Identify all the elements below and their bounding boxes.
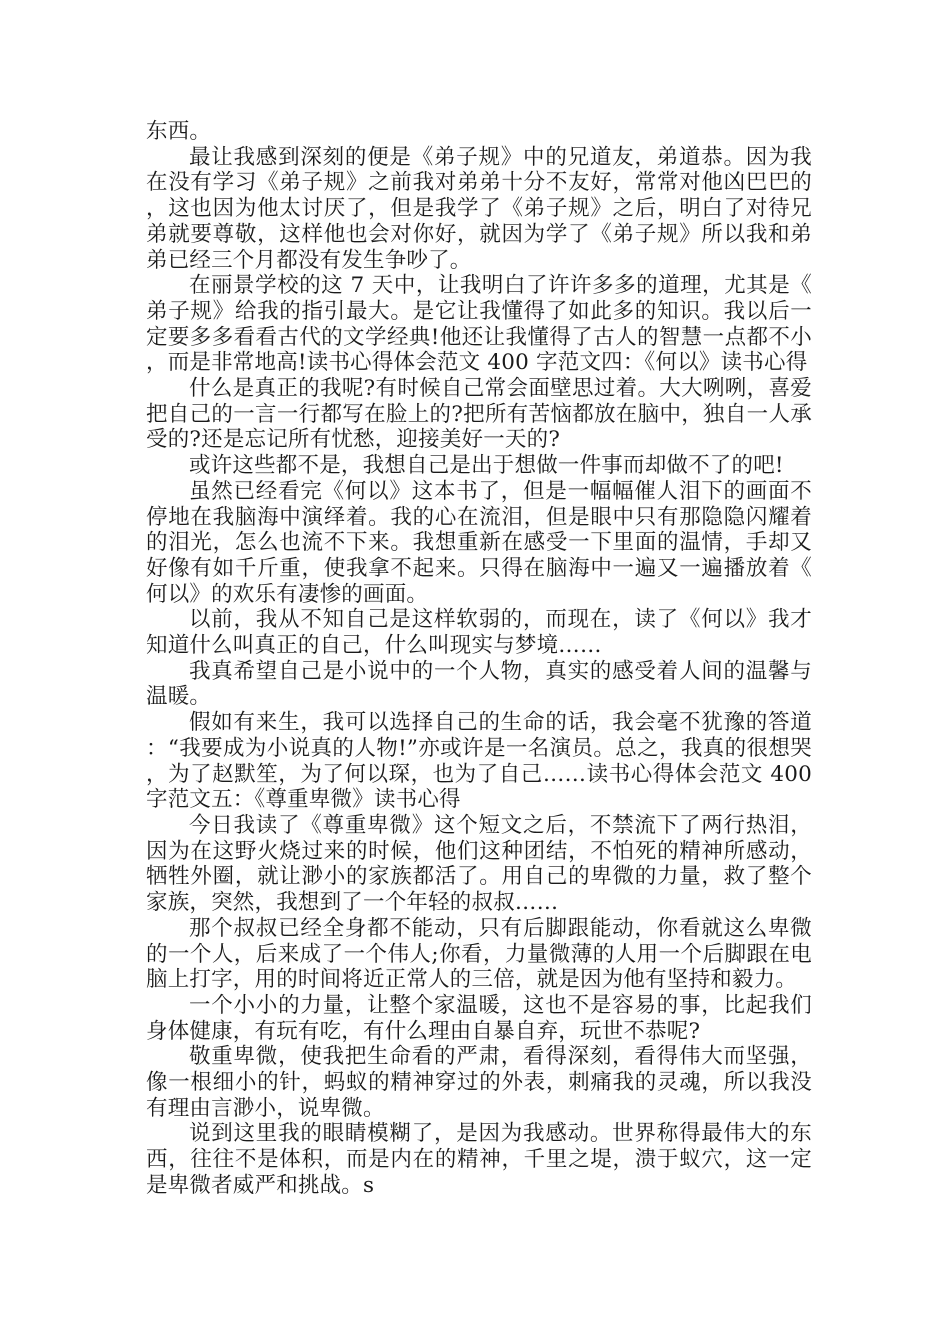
paragraph: 以前，我从不知自己是这样软弱的，而现在，读了《何以》我才知道什么叫真正的自己，什么叫现实与梦境…… — [146, 607, 812, 659]
paragraph: 东西。 — [146, 119, 212, 144]
paragraph: 最让我感到深刻的便是《弟子规》中的兄道友，弟道恭。因为我在没有学习《弟子规》之前我对弟弟十分不友好，常常对他凶巴巴的，这也因为他太讨厌了，但是我学了《弟子规》之后，明白了对待兄弟就要尊敬，这样他也会对你好，就因为学了《弟子规》所以我和弟弟已经三个月都没有发生争吵了。 — [146, 144, 812, 273]
paragraph: 那个叔叔已经全身都不能动，只有后脚跟能动，你看就这么卑微的一个人，后来成了一个伟人;你看，力量微薄的人用一个后脚跟在电脑上打字，用的时间将近正常人的三倍，就是因为他有坚持和毅力。 — [146, 915, 812, 993]
paragraph: 一个小小的力量，让整个家温暖，这也不是容易的事，比起我们身体健康，有玩有吃，有什么理由自暴自弃，玩世不恭呢? — [146, 992, 812, 1044]
paragraph: 在丽景学校的这 7 天中，让我明白了许许多多的道理，尤其是《弟子规》给我的指引最大。是它让我懂得了如此多的知识。我以后一定要多多看看古代的文学经典!他还让我懂得了古人的智慧一点都不小，而是非常地高!读书心得体会范文 400 字范文四：《何以》读书心得 — [146, 273, 812, 376]
paragraph: 什么是真正的我呢?有时候自己常会面壁思过着。大大咧咧，喜爱把自己的一言一行都写在脸上的?把所有苦恼都放在脑中，独自一人承受的?还是忘记所有忧愁，迎接美好一天的? — [146, 376, 812, 453]
paragraph: 今日我读了《尊重卑微》这个短文之后，不禁流下了两行热泪，因为在这野火烧过来的时候，他们这种团结，不怕死的精神所感动，牺牲外圈，就让渺小的家族都活了。用自己的卑微的力量，救了整个家族，突然，我想到了一个年轻的叔叔…… — [146, 812, 812, 916]
paragraph: 假如有来生，我可以选择自己的生命的话，我会毫不犹豫的答道：“我要成为小说真的人物!”亦或许是一名演员。总之，我真的很想哭，为了赵默笙，为了何以琛，也为了自己……读书心得体会范文 400 字范文五：《尊重卑微》读书心得 — [146, 710, 812, 813]
document-body — [146, 119, 812, 1199]
paragraph: 虽然已经看完《何以》这本书了，但是一幅幅催人泪下的画面不停地在我脑海中演绎着。我的心在流泪，但是眼中只有那隐隐闪耀着的泪光，怎么也流不下来。我想重新在感受一下里面的温情，手却又好像有如千斤重，使我拿不起来。只得在脑海中一遍又一遍播放着《何以》的欢乐有凄惨的画面。 — [146, 478, 812, 607]
paragraph: 说到这里我的眼睛模糊了，是因为我感动。世界称得最伟大的东西，往往不是体积，而是内在的精神，千里之堤，溃于蚁穴，这一定是卑微者威严和挑战。s — [146, 1121, 812, 1198]
paragraph: 或许这些都不是，我想自己是出于想做一件事而却做不了的吧! — [189, 453, 784, 479]
paragraph: 敬重卑微，使我把生命看的严肃，看得深刻，看得伟大而坚强，像一根细小的针，蚂蚁的精神穿过的外表，刺痛我的灵魂，所以我没有理由言渺小，说卑微。 — [146, 1044, 812, 1121]
paragraph: 我真希望自己是小说中的一个人物，真实的感受着人间的温馨与温暖。 — [146, 658, 812, 710]
